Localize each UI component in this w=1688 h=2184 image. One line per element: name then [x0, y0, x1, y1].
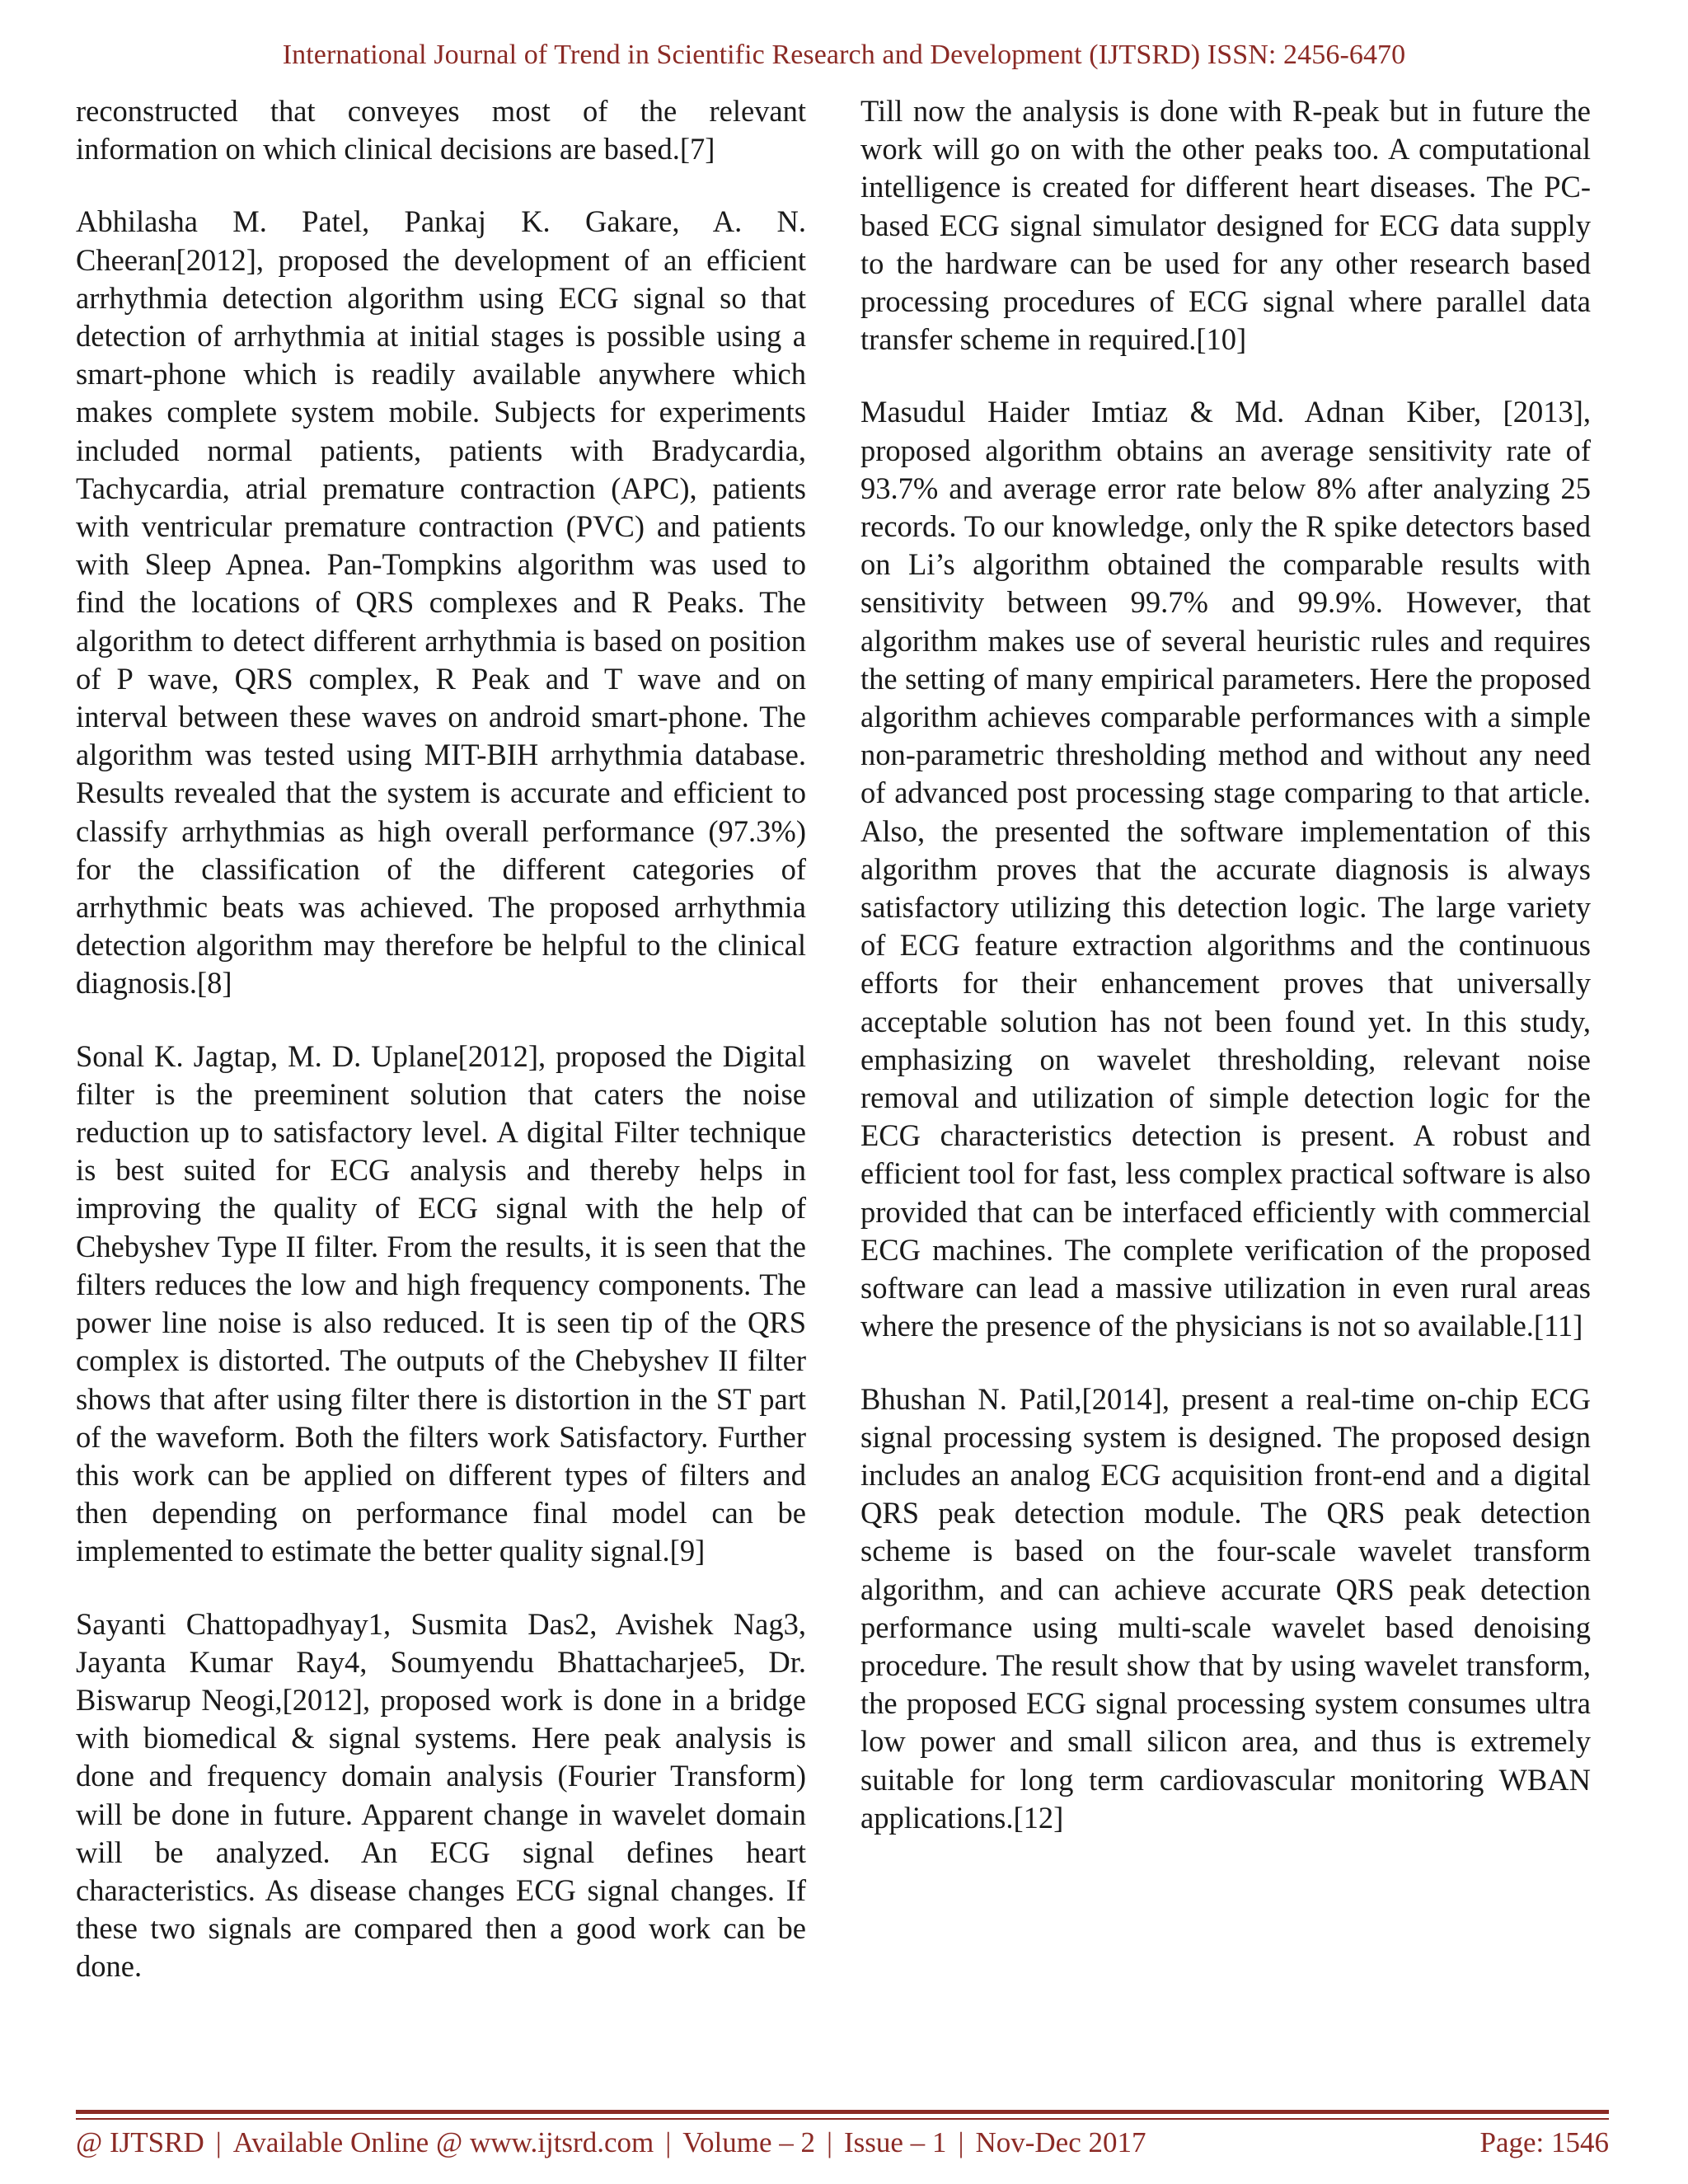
footer-date: Nov-Dec 2017: [975, 2126, 1146, 2158]
journal-header: International Journal of Trend in Scientific Research and Development (IJTSRD) ISSN: 2456-6470: [282, 40, 1406, 70]
paragraph: Bhushan N. Patil,[2014], present a real-time on-chip ECG signal processing system is designed. The proposed design includes an analog ECG acquisition front-end and a digital QRS peak detection module. The QRS peak detection scheme is based on the four-scale wavelet transform algorithm, and can achieve accurate QRS peak detection performance using multi-scale wavelet based denoising procedure. The result show that by using wavelet transform, the proposed ECG signal processing system consumes ultra low power and small silicon area, and thus is extremely suitable for long term cardiovascular monitoring WBAN applications.[12]: [860, 1381, 1591, 1835]
footer-volume: Volume – 2: [682, 2126, 815, 2158]
left-column: [76, 92, 806, 2021]
right-column: [860, 92, 1591, 1872]
footer-left: @ IJTSRD | Available Online @ www.ijtsrd.com | Volume – 2 | Issue – 1 | Nov-Dec 2017: [76, 2126, 1146, 2158]
footer-issue: Issue – 1: [844, 2126, 947, 2158]
footer-availability: Available Online @ www.ijtsrd.com: [232, 2126, 654, 2158]
paragraph: Till now the analysis is done with R-peak but in future the work will go on with the other peaks too. A computational intelligence is created for different heart diseases. The PC-based ECG signal simulator designed for ECG data supply to the hardware can be used for any other research based processing procedures of ECG signal where parallel data transfer scheme in required.[10]: [860, 94, 1591, 357]
footer-rule-thin: [76, 2118, 1609, 2120]
footer-page-number: Page: 1546: [1479, 2126, 1609, 2158]
page-footer: [76, 2126, 1609, 2159]
footer-org: @ IJTSRD: [76, 2126, 204, 2158]
paragraph: Abhilasha M. Patel, Pankaj K. Gakare, A. N. Cheeran[2012], proposed the development of an efficient arrhythmia detection algorithm using ECG signal so that detection of arrhythmia at initial stages is possible using a smart-phone which is readily available anywhere which makes complete system mobile. Subjects for experiments included normal patients, patients with Bradycardia, Tachycardia, atrial premature contraction (APC), patients with ventricular premature contraction (PVC) and patients with Sleep Apnea. Pan-Tompkins algorithm was used to find the locations of QRS complexes and R Peaks. The algorithm to detect different arrhythmia is based on position of P wave, QRS complex, R Peak and T wave and on interval between these waves on android smart-phone. The algorithm was tested using MIT-BIH arrhythmia database. Results revealed that the system is accurate and efficient to classify arrhythmias as high overall performance (97.3%) for the classification of the different categories of arrhythmic beats was achieved. The proposed arrhythmia detection algorithm may therefore be helpful to the clinical diagnosis.[8]: [76, 204, 806, 1001]
paragraph: Sonal K. Jagtap, M. D. Uplane[2012], proposed the Digital filter is the preeminent solution that caters the noise reduction up to satisfactory level. A digital Filter technique is best suited for ECG analysis and thereby helps in improving the quality of ECG signal with the help of Chebyshev Type II filter. From the results, it is seen that the filters reduces the low and high frequency components. The power line noise is also reduced. It is seen tip of the QRS complex is distorted. The outputs of the Chebyshev II filter shows that after using filter there is distortion in the ST part of the waveform. Both the filters work Satisfactory. Further this work can be applied on different types of filters and then depending on performance final model can be implemented to estimate the better quality signal.[9]: [76, 1038, 806, 1568]
paragraph: reconstructed that conveyes most of the relevant information on which clinical decisions are based.[7]: [76, 94, 806, 166]
paragraph: Masudul Haider Imtiaz & Md. Adnan Kiber, [2013], proposed algorithm obtains an average sensitivity rate of 93.7% and average error rate below 8% after analyzing 25 records. To our knowledge, only the R spike detectors based on Li’s algorithm obtained the comparable results with sensitivity between 99.7% and 99.9%. However, that algorithm makes use of several heuristic rules and requires the setting of many empirical parameters. Here the proposed algorithm achieves comparable performances with a simple non-parametric thresholding method and without any need of advanced post processing stage comparing to that article. Also, the presented the software implementation of this algorithm proves that the accurate diagnosis is always satisfactory utilizing this detection logic. The large variety of ECG feature extraction algorithms and the continuous efforts for their enhancement proves that universally acceptable solution has not been found yet. In this study, emphasizing on wavelet thresholding, relevant noise removal and utilization of simple detection logic for the ECG characteristics detection is present. A robust and efficient tool for fast, less complex practical software is also provided that can be interfaced efficiently with commercial ECG machines. The complete verification of the proposed software can lead a massive utilization in even rural areas where the presence of the physicians is not so available.[11]: [860, 395, 1591, 1343]
footer-rule-thick: [76, 2110, 1609, 2114]
paragraph: Sayanti Chattopadhyay1, Susmita Das2, Avishek Nag3, Jayanta Kumar Ray4, Soumyendu Bhattacharjee5, Dr. Biswarup Neogi,[2012], proposed work is done in a bridge with biomedical & signal systems. Here peak analysis is done and frequency domain analysis (Fourier Transform) will be done in future. Apparent change in wavelet domain will be analyzed. An ECG signal defines heart characteristics. As disease changes ECG signal changes. If these two signals are compared then a good work can be done.: [76, 1606, 806, 1984]
